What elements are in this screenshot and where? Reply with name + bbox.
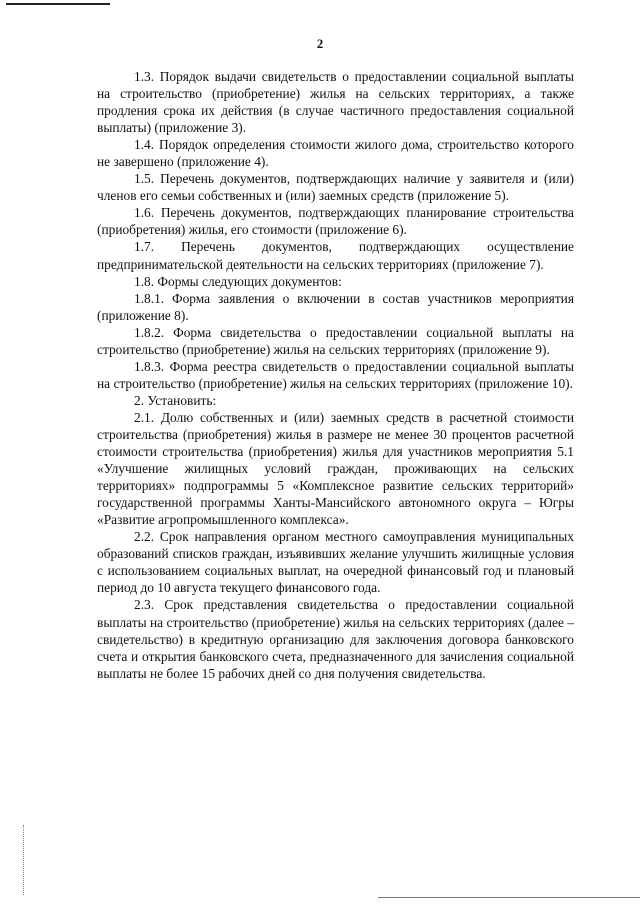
- paragraph-1-3: 1.3. Порядок выдачи свидетельств о предоставлении социальной выплаты на строительство (приобретение) жилья на сельских территориях, а также продления срока их действия (в случае частичного предоставления социальной выплаты) (приложение 3).: [97, 69, 574, 136]
- paragraph-2-1: 2.1. Долю собственных и (или) заемных средств в расчетной стоимости строительства (приобретения) жилья в размере не менее 30 процентов расчетной стоимости строительства (приобретения) жилья для участников мероприятия 5.1 «Улучшение жилищных условий граждан, проживающих на сельских территориях» подпрограммы 5 «Комплексное развитие сельских территорий» государственной программы Ханты-Мансийского автономного округа – Югры «Развитие агропромышленного комплекса».: [97, 409, 574, 528]
- page-number: 2: [316, 36, 324, 51]
- paragraph-2-2: 2.2. Срок направления органом местного самоуправления муниципальных образований списков граждан, изъявивших желание улучшить жилищные условия с использованием социальных выплат, на очередной финансовый год и плановый период до 10 августа текущего финансового года.: [97, 529, 574, 596]
- paragraph-1-8: 1.8. Формы следующих документов:: [134, 273, 342, 289]
- paragraph-1-7: 1.7. Перечень документов, подтверждающих осуществление предпринимательской деятельности на сельских территориях (приложение 7).: [97, 239, 574, 272]
- paragraph-1-5: 1.5. Перечень документов, подтверждающих наличие у заявителя и (или) членов его семьи собственных и (или) заемных средств (приложение 5).: [97, 171, 574, 204]
- paragraph-1-4: 1.4. Порядок определения стоимости жилого дома, строительство которого не завершено (приложение 4).: [97, 137, 574, 170]
- paragraph-1-8-3: 1.8.3. Форма реестра свидетельств о предоставлении социальной выплаты на строительство (приобретение) жилья на сельских территориях (приложение 10).: [97, 358, 574, 391]
- paragraph-1-8-2: 1.8.2. Форма свидетельства о предоставлении социальной выплаты на строительство (приобретение) жилья на сельских территориях (приложение 9).: [97, 324, 574, 357]
- paragraph-2: 2. Установить:: [134, 392, 217, 408]
- bottom-scan-rule: [378, 897, 640, 898]
- paragraph-1-6: 1.6. Перечень документов, подтверждающих планирование строительства (приобретения) жилья, его стоимости (приложение 6).: [97, 205, 574, 238]
- scan-margin-dots: [23, 825, 26, 895]
- paragraph-1-8-1: 1.8.1. Форма заявления о включении в состав участников мероприятия (приложение 8).: [97, 290, 574, 323]
- top-scan-rule: [6, 3, 110, 5]
- document-body: [97, 68, 574, 682]
- paragraph-2-3: 2.3. Срок представления свидетельства о предоставлении социальной выплаты на строительство (приобретение) жилья на сельских территориях (далее – свидетельство) в кредитную организацию для заключения договора банковского счета и открытия банковского счета, предназначенного для зачисления социальной выплаты не более 15 рабочих дней со дня получения свидетельства.: [97, 597, 574, 681]
